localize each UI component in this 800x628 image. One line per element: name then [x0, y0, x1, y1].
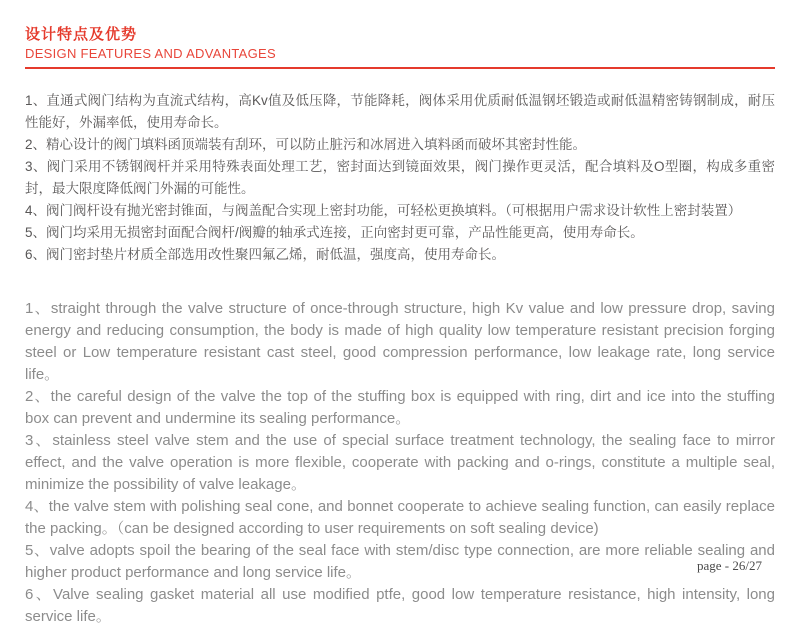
- en-feature-item-2: 2、the careful design of the valve the top of the stuffing box is equipped with ring, dirt and ice into the stuffing box can prevent and undermine its sealing performance。: [25, 388, 775, 427]
- features-list-english: [25, 298, 775, 628]
- en-feature-item-6: 6、Valve sealing gasket material all use modified ptfe, good low temperature resistance, high intensity, long service life。: [25, 586, 775, 625]
- zh-feature-item-5: 5、阀门均采用无损密封面配合阀杆/阀瓣的轴承式连接，正向密封更可靠，产品性能更高，使用寿命长。: [25, 225, 644, 240]
- en-feature-item-1: 1、straight through the valve structure of once-through structure, high Kv value and low pressure drop, saving energy and reducing consumption, the body is made of high quality low temperature resistant precision forging steel or Low temperature resistant cast steel, good compression performance, low leakage rate, long service life。: [25, 300, 775, 383]
- zh-feature-item-4: 4、阀门阀杆设有抛光密封锥面，与阀盖配合实现上密封功能，可轻松更换填料。（可根据用户需求设计软性上密封装置）: [25, 203, 742, 218]
- en-feature-item-3: 3、stainless steel valve stem and the use of special surface treatment technology, the sealing face to mirror effect, and the valve operation is more flexible, cooperate with packing and o-rings, constitute a multiple seal, minimize the possibility of valve leakage。: [25, 432, 775, 493]
- zh-feature-item-6: 6、阀门密封垫片材质全部选用改性聚四氟乙烯，耐低温，强度高，使用寿命长。: [25, 247, 506, 262]
- features-list-chinese: [25, 90, 775, 266]
- zh-feature-item-3: 3、阀门采用不锈钢阀杆并采用特殊表面处理工艺，密封面达到镜面效果，阀门操作更灵活，配合填料及O型圈，构成多重密封，最大限度降低阀门外漏的可能性。: [25, 159, 775, 196]
- en-feature-item-4: 4、the valve stem with polishing seal cone, and bonnet cooperate to achieve sealing function, can easily replace the packing。（can be designed according to user requirements on soft sealing device): [25, 498, 775, 537]
- zh-feature-item-2: 2、精心设计的阀门填料函顶端装有刮环，可以防止脏污和冰屑进入填料函而破坏其密封性能。: [25, 137, 587, 152]
- header-rule-divider: [25, 67, 775, 69]
- page-title-chinese: 设计特点及优势: [25, 26, 138, 43]
- page-number: page - 26/27: [697, 558, 762, 573]
- zh-feature-item-1: 1、直通式阀门结构为直流式结构，高Kv值及低压降，节能降耗，阀体采用优质耐低温钢坯锻造或耐低温精密铸钢制成，耐压性能好，外漏率低，使用寿命长。: [25, 93, 775, 130]
- section-header: [25, 26, 775, 69]
- page-title-english: DESIGN FEATURES AND ADVANTAGES: [25, 46, 276, 61]
- en-feature-item-5: 5、valve adopts spoil the bearing of the seal face with stem/disc type connection, are more reliable sealing and higher product performance and long service life。: [25, 542, 775, 581]
